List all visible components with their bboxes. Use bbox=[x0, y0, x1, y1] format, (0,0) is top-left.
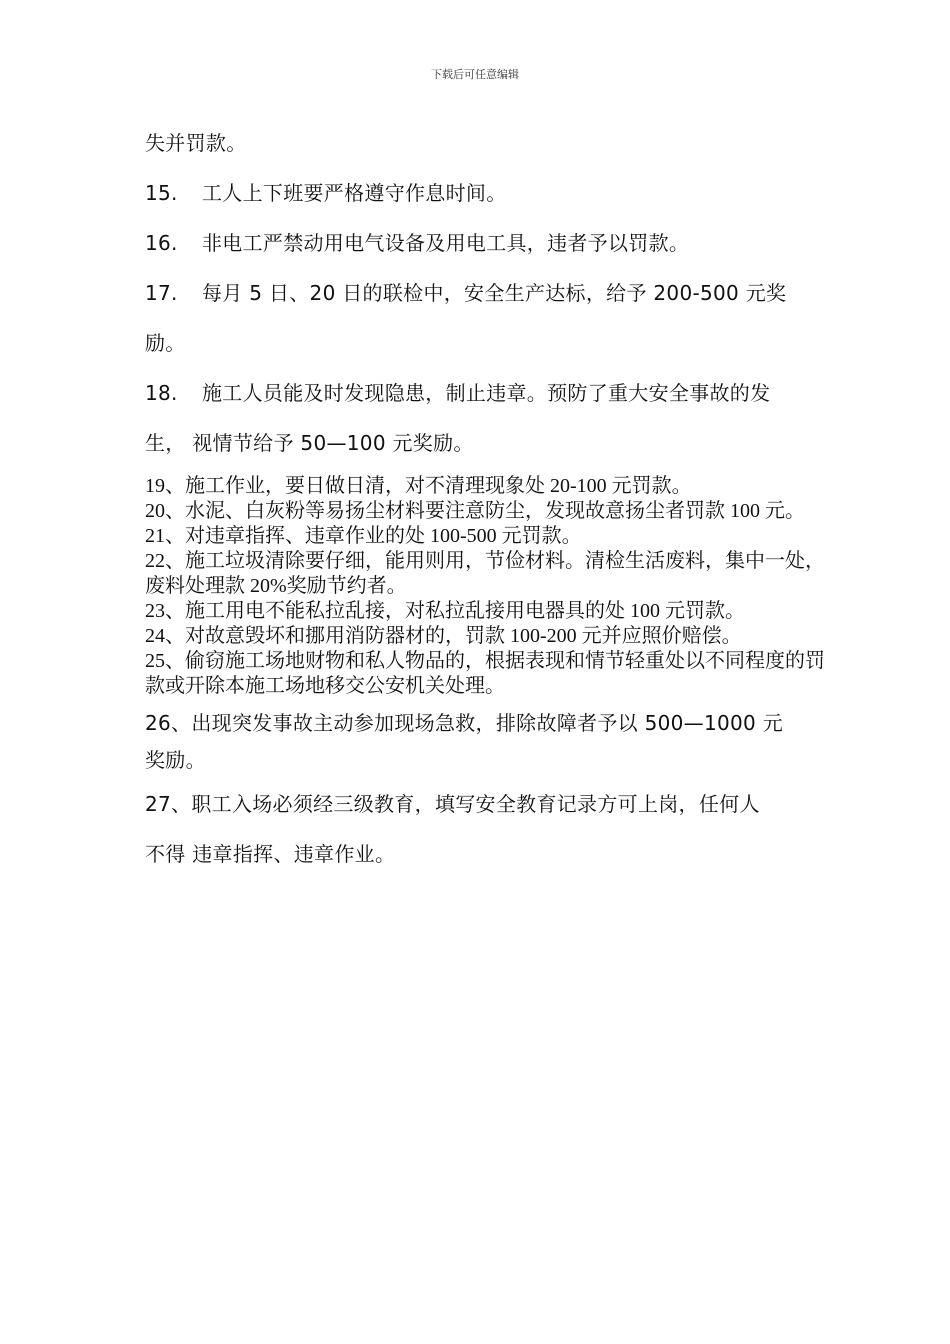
item-number: 18. bbox=[145, 381, 178, 405]
item-number: 17. bbox=[145, 281, 178, 305]
list-item-19: 19、施工作业，要日做日清，对不清理现象处 20-100 元罚款。 bbox=[145, 475, 692, 497]
list-item-25: 25、偷窃施工场地财物和私人物品的，根据表现和情节轻重处以不同程度的罚款或开除本施工场地移交公安机关处理。 bbox=[145, 650, 825, 697]
item-text-line2: 不得 违章指挥、违章作业。 bbox=[145, 842, 396, 866]
list-item-21: 21、对违章指挥、违章作业的处 100-500 元罚款。 bbox=[145, 525, 582, 547]
item-text-line2: 生， 视情节给予 50—100 元奖励。 bbox=[145, 431, 474, 455]
item-text-line1: 施工人员能及时发现隐患，制止违章。预防了重大安全事故的发 bbox=[202, 381, 771, 405]
item-text-line2: 励。 bbox=[145, 331, 186, 355]
paragraph-intro: 失并罚款。 bbox=[145, 131, 247, 155]
page-header: 下载后可任意编辑 bbox=[431, 68, 519, 81]
list-item-23: 23、施工用电不能私拉乱接，对私拉乱接用电器具的处 100 元罚款。 bbox=[145, 600, 745, 622]
list-item-27 bbox=[145, 779, 835, 879]
item-text-line1: 每月 5 日、20 日的联检中，安全生产达标，给予 200-500 元奖 bbox=[202, 281, 787, 305]
item-text-line1: 27、职工入场必须经三级教育，填写安全教育记录方可上岗，任何人 bbox=[145, 792, 760, 816]
item-number: 15. bbox=[145, 181, 178, 205]
item-text-line2: 奖励。 bbox=[145, 748, 206, 772]
item-text: 工人上下班要严格遵守作息时间。 bbox=[202, 181, 507, 205]
item-number: 16. bbox=[145, 231, 178, 255]
list-item-15 bbox=[145, 168, 835, 218]
document-body bbox=[145, 118, 835, 879]
list-item-17 bbox=[145, 268, 835, 368]
list-item-16 bbox=[145, 218, 835, 268]
list-item-20: 20、水泥、白灰粉等易扬尘材料要注意防尘，发现故意扬尘者罚款 100 元。 bbox=[145, 500, 805, 522]
item-text: 非电工严禁动用电气设备及用电工具，违者予以罚款。 bbox=[202, 231, 690, 255]
list-item-18 bbox=[145, 368, 835, 468]
list-item-24: 24、对故意毁坏和挪用消防器材的，罚款 100-200 元并应照价赔偿。 bbox=[145, 625, 742, 647]
list-item-22: 22、施工垃圾清除要仔细，能用则用，节俭材料。清检生活废料，集中一处，废料处理款 20%奖励节约者。 bbox=[145, 550, 825, 597]
list-item-26 bbox=[145, 701, 835, 775]
item-text-line1: 26、出现突发事故主动参加现场急救，排除故障者予以 500—1000 元 bbox=[145, 711, 784, 735]
